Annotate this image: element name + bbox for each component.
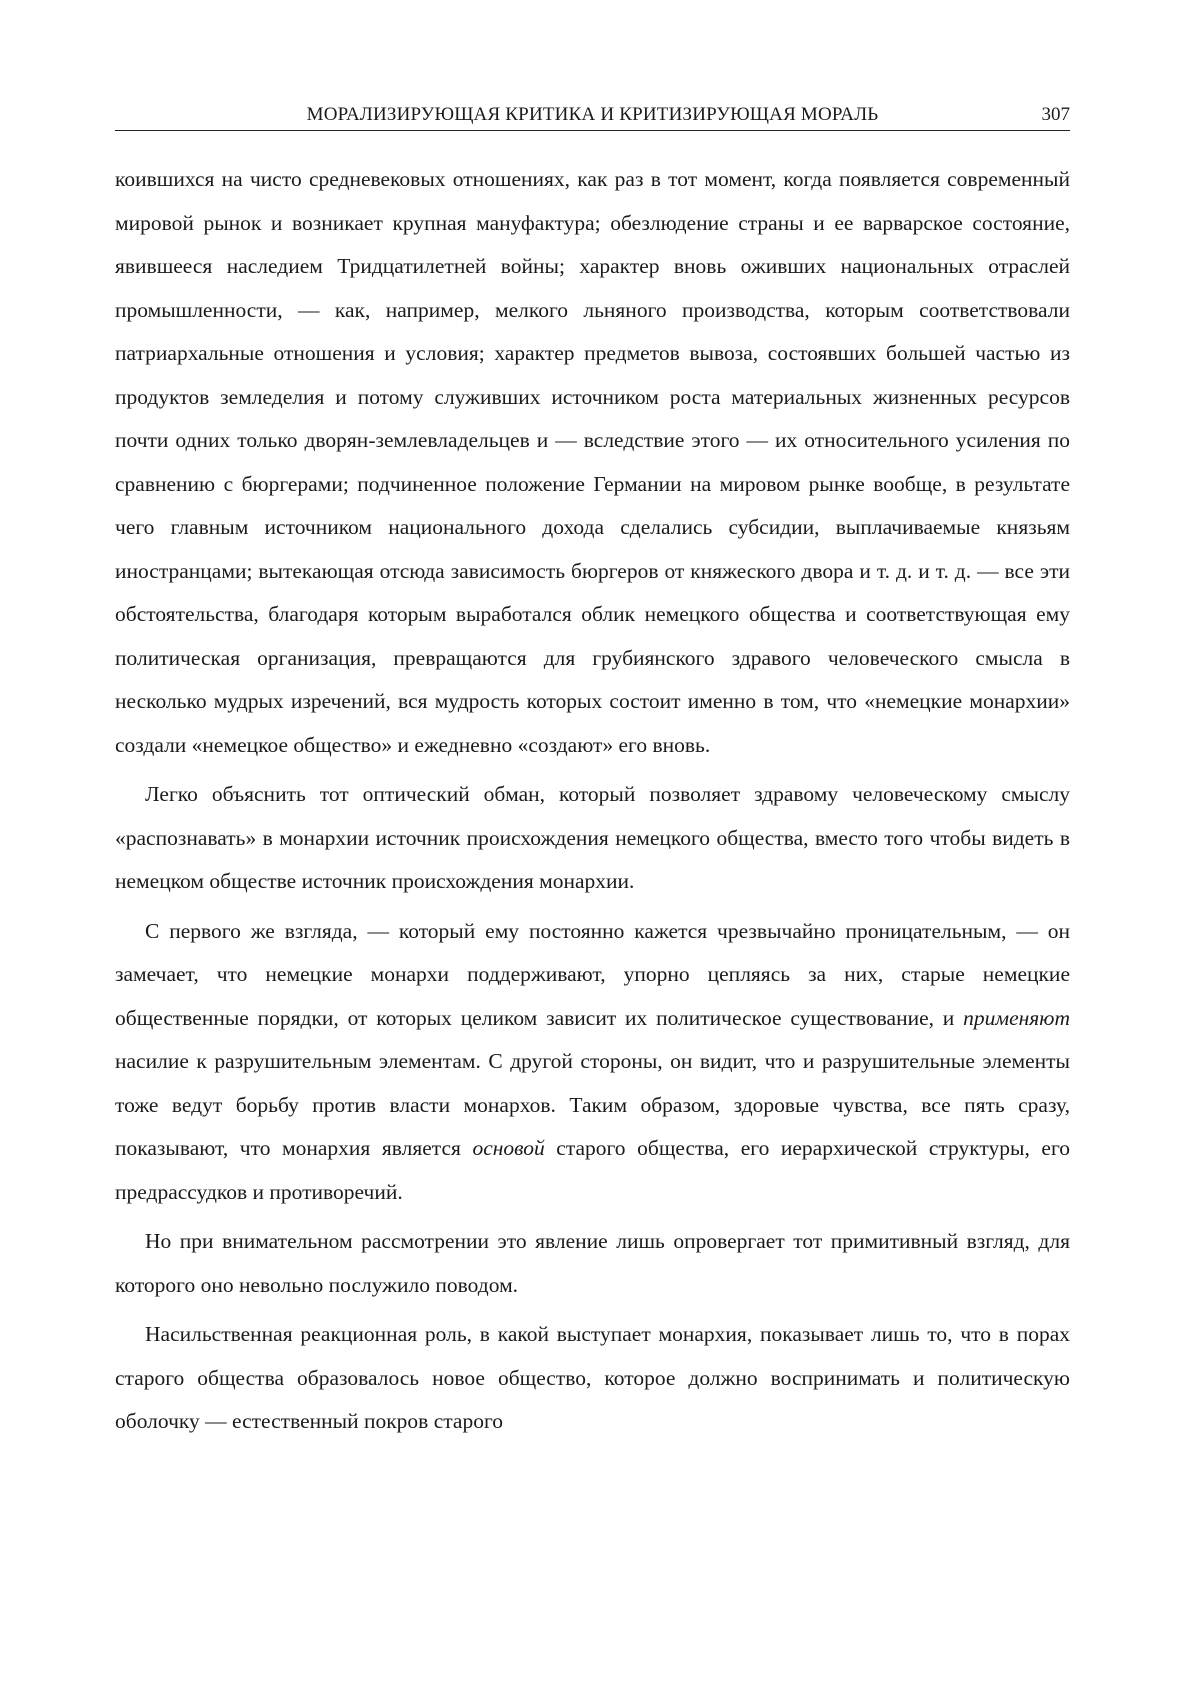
paragraph-5: Насильственная реакционная роль, в какой выступает монархия, показывает лишь то, что в порах старого общества образовалось новое общество, которое должно воспринимать и политическую оболочку — естественный покров старого bbox=[115, 1322, 1070, 1433]
paragraph-3-part-a: С первого же взгляда, — который ему постоянно кажется чрезвычайно проницательным, — он замечает, что немецкие монархи поддерживают, упорно цепляясь за них, старые немецкие общественные порядки, от которых целиком зависит их политическое существование, и bbox=[115, 918, 1070, 1030]
running-header bbox=[115, 102, 1070, 131]
emphasis-primenyayut: применяют bbox=[963, 1005, 1070, 1030]
emphasis-osnovoy: основой bbox=[472, 1136, 545, 1160]
body-text bbox=[115, 158, 1070, 1450]
paragraph-4: Но при внимательном рассмотрении это явление лишь опровергает тот примитивный взгляд, для которого оно невольно послужило поводом. bbox=[115, 1229, 1070, 1297]
paragraph-3-part-b: насилие к разрушительным элементам. С другой стороны, он видит, что и разрушительные элементы тоже ведут борьбу против власти монархов. Таким образом, здоровые чувства, все пять сразу, показывают, что монархия является bbox=[115, 1049, 1070, 1160]
paragraph-2: Легко объяснить тот оптический обман, который позволяет здравому человеческому смыслу «распознавать» в монархии источник происхождения немецкого общества, вместо того чтобы видеть в немецком обществе источник происхождения монархии. bbox=[115, 782, 1070, 893]
running-title: МОРАЛИЗИРУЮЩАЯ КРИТИКА И КРИТИЗИРУЮЩАЯ МОРАЛЬ bbox=[306, 104, 879, 125]
paragraph-3 bbox=[115, 910, 1070, 1215]
paragraph-3-part-c: старого общества, его иерархической структуры, его предрассудков и противоречий. bbox=[115, 1136, 1070, 1204]
page-number: 307 bbox=[1041, 104, 1070, 125]
paragraph-1: коившихся на чисто средневековых отношениях, как раз в тот момент, когда появляется современный мировой рынок и возникает крупная мануфактура; обезлюдение страны и ее варварское состояние, явившееся наследием Тридцатилетней войны; характер вновь оживших национальных отраслей промышленности, — как, например, мелкого льняного производства, которым соответствовали патриархальные отношения и условия; характер предметов вывоза, состоявших большей частью из продуктов земледелия и потому служивших источником роста материальных жизненных ресурсов почти одних только дворян-землевладельцев и — вследствие этого — их относительного усиления по сравнению с бюргерами; подчиненное положение Германии на мировом рынке вообще, в результате чего главным источником национального дохода сделались субсидии, выплачиваемые князьям иностранцами; вытекающая отсюда зависимость бюргеров от княжеского двора и т. д. и т. д. — все эти обстоятельства, благодаря которым выработался облик немецкого общества и соответствующая ему политическая организация, превращаются для грубиянского здравого человеческого смысла в несколько мудрых изречений, вся мудрость которых состоит именно в том, что «немецкие монархии» создали «немецкое общество» и ежедневно «создают» его вновь. bbox=[115, 167, 1070, 757]
